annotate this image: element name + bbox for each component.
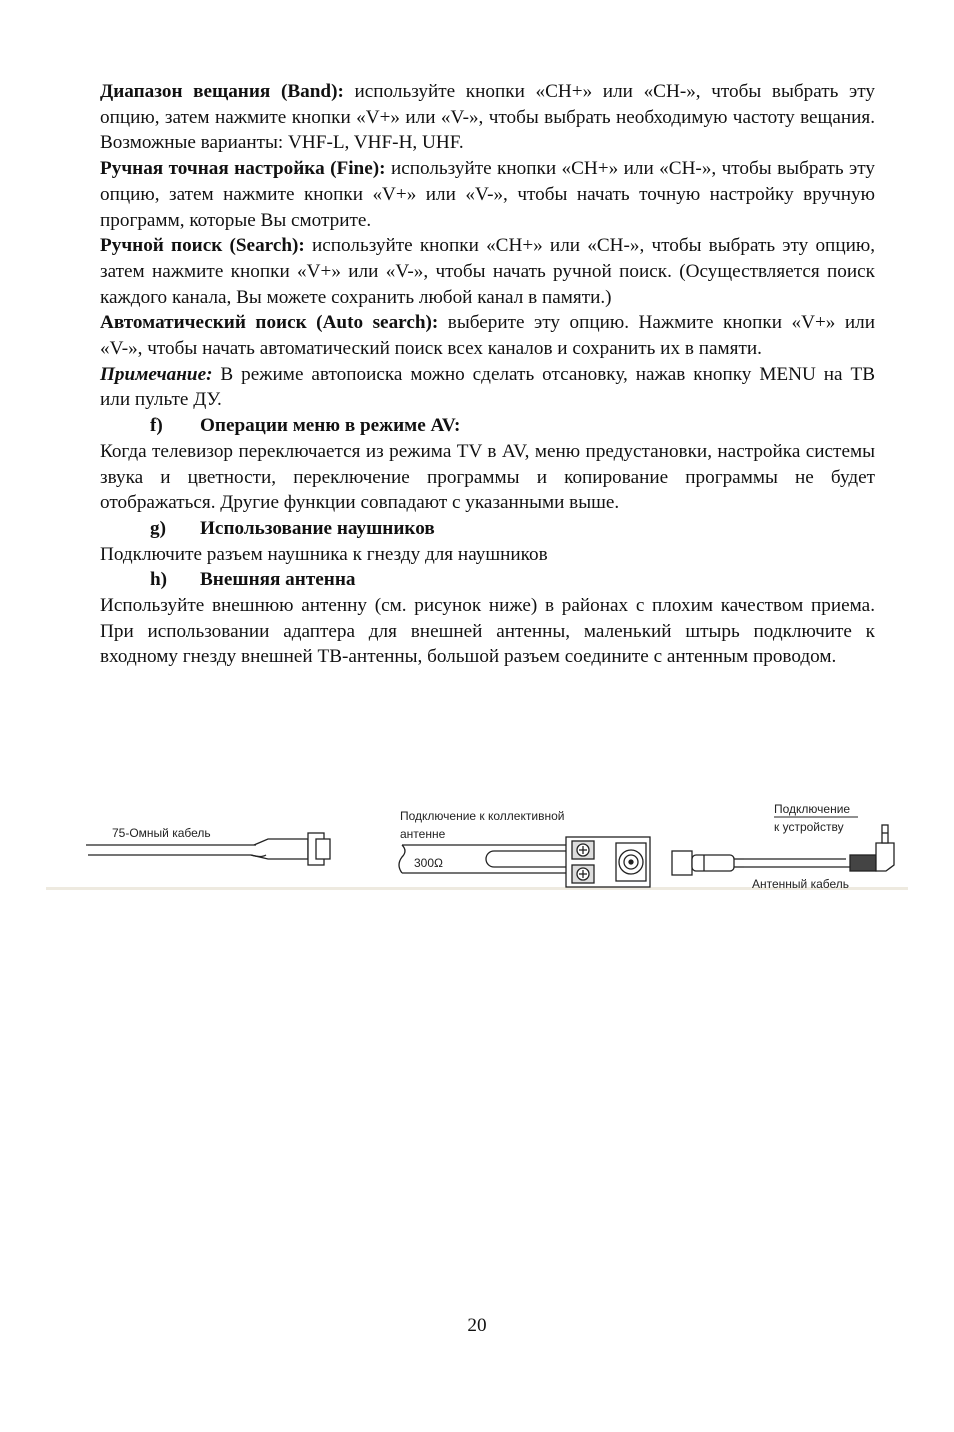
page-number: 20: [467, 1315, 487, 1336]
note-label: Примечание:: [100, 363, 213, 385]
fine-title: Ручная точная настройка (Fine):: [100, 158, 386, 180]
note: [100, 362, 875, 413]
ohm-label: 300Ω: [414, 856, 443, 870]
section-title: Внешняя антенна: [200, 569, 356, 591]
section-title: Операции меню в режиме AV:: [200, 415, 461, 437]
device-label-line1: Подключение: [774, 802, 851, 816]
collective-label-line2: антенне: [400, 827, 446, 841]
section-body-av: Когда телевизор переключается из режима TV в AV, меню предустановки, настройка системы звука и цветности, переключение программы и копирование программы не будет отображаться. Другие функции совпадают с указанными выше.: [100, 440, 875, 514]
band-title: Диапазон вещания (Band):: [100, 81, 344, 102]
paragraph-auto-search: [100, 310, 875, 361]
section-heading-av: [100, 413, 875, 439]
cable-label: 75-Омный кабель: [112, 826, 211, 840]
auto-search-title: Автоматический поиск (Auto search):: [100, 312, 439, 334]
paragraph-fine: [100, 156, 875, 233]
collective-label-line1: Подключение к коллективной: [400, 809, 565, 823]
section-marker: g): [150, 517, 166, 539]
paragraph-search: [100, 233, 875, 310]
antenna-connection-figure: [46, 795, 908, 895]
section-heading-headphones: [100, 516, 875, 542]
search-title: Ручной поиск (Search):: [100, 235, 305, 257]
auto-search-text: выберите эту опцию. Нажмите кнопки «V+» или «V-», чтобы начать автоматический поиск всех каналов и сохранить их в памяти.: [100, 312, 875, 360]
section-body-headphones: Подключите разъем наушника к гнезду для наушников: [100, 543, 548, 565]
section-title: Использование наушников: [200, 517, 435, 539]
band-text: используйте кнопки «CH+» или «CH-», чтобы выбрать эту опцию, затем нажмите кнопки «V+» или «V-», чтобы выбрать необходимую частоту вещания. Возможные варианты: VHF-L, VHF-H, UHF.: [100, 81, 875, 154]
antenna-diagram: [46, 795, 908, 895]
section-body-antenna: Используйте внешнюю антенну (см. рисунок ниже) в районах с плохим качеством приема. При использовании адаптера для внешней антенны, маленький штырь подключите к входному гнезду внешней ТВ-антенны, большой разъем соедините с антенным проводом.: [100, 595, 875, 668]
note-text: В режиме автопоиска можно сделать отсановку, нажав кнопку MENU на ТВ или пульте ДУ.: [100, 363, 875, 411]
device-label-line2: к устройству: [774, 820, 844, 834]
page-content: [100, 79, 875, 670]
section-heading-antenna: [100, 567, 875, 593]
paragraph-band: [100, 79, 875, 156]
section-marker: h): [150, 569, 168, 591]
search-text: используйте кнопки «CH+» или «CH-», чтобы выбрать эту опцию, затем нажмите кнопки «V+» или «V-», чтобы начать ручной поиск. (Осуществляется поиск каждого канала, Вы можете сохранить любой канал в памяти.): [100, 235, 875, 308]
fine-text: используйте кнопки «CH+» или «CH-», чтобы выбрать эту опцию, затем нажмите кнопки «V+» или «V-», чтобы начать точную настройку вручную программ, которые Вы смотрите.: [100, 158, 875, 231]
antenna-cable-label: Антенный кабель: [752, 877, 850, 891]
section-marker: f): [150, 415, 163, 437]
